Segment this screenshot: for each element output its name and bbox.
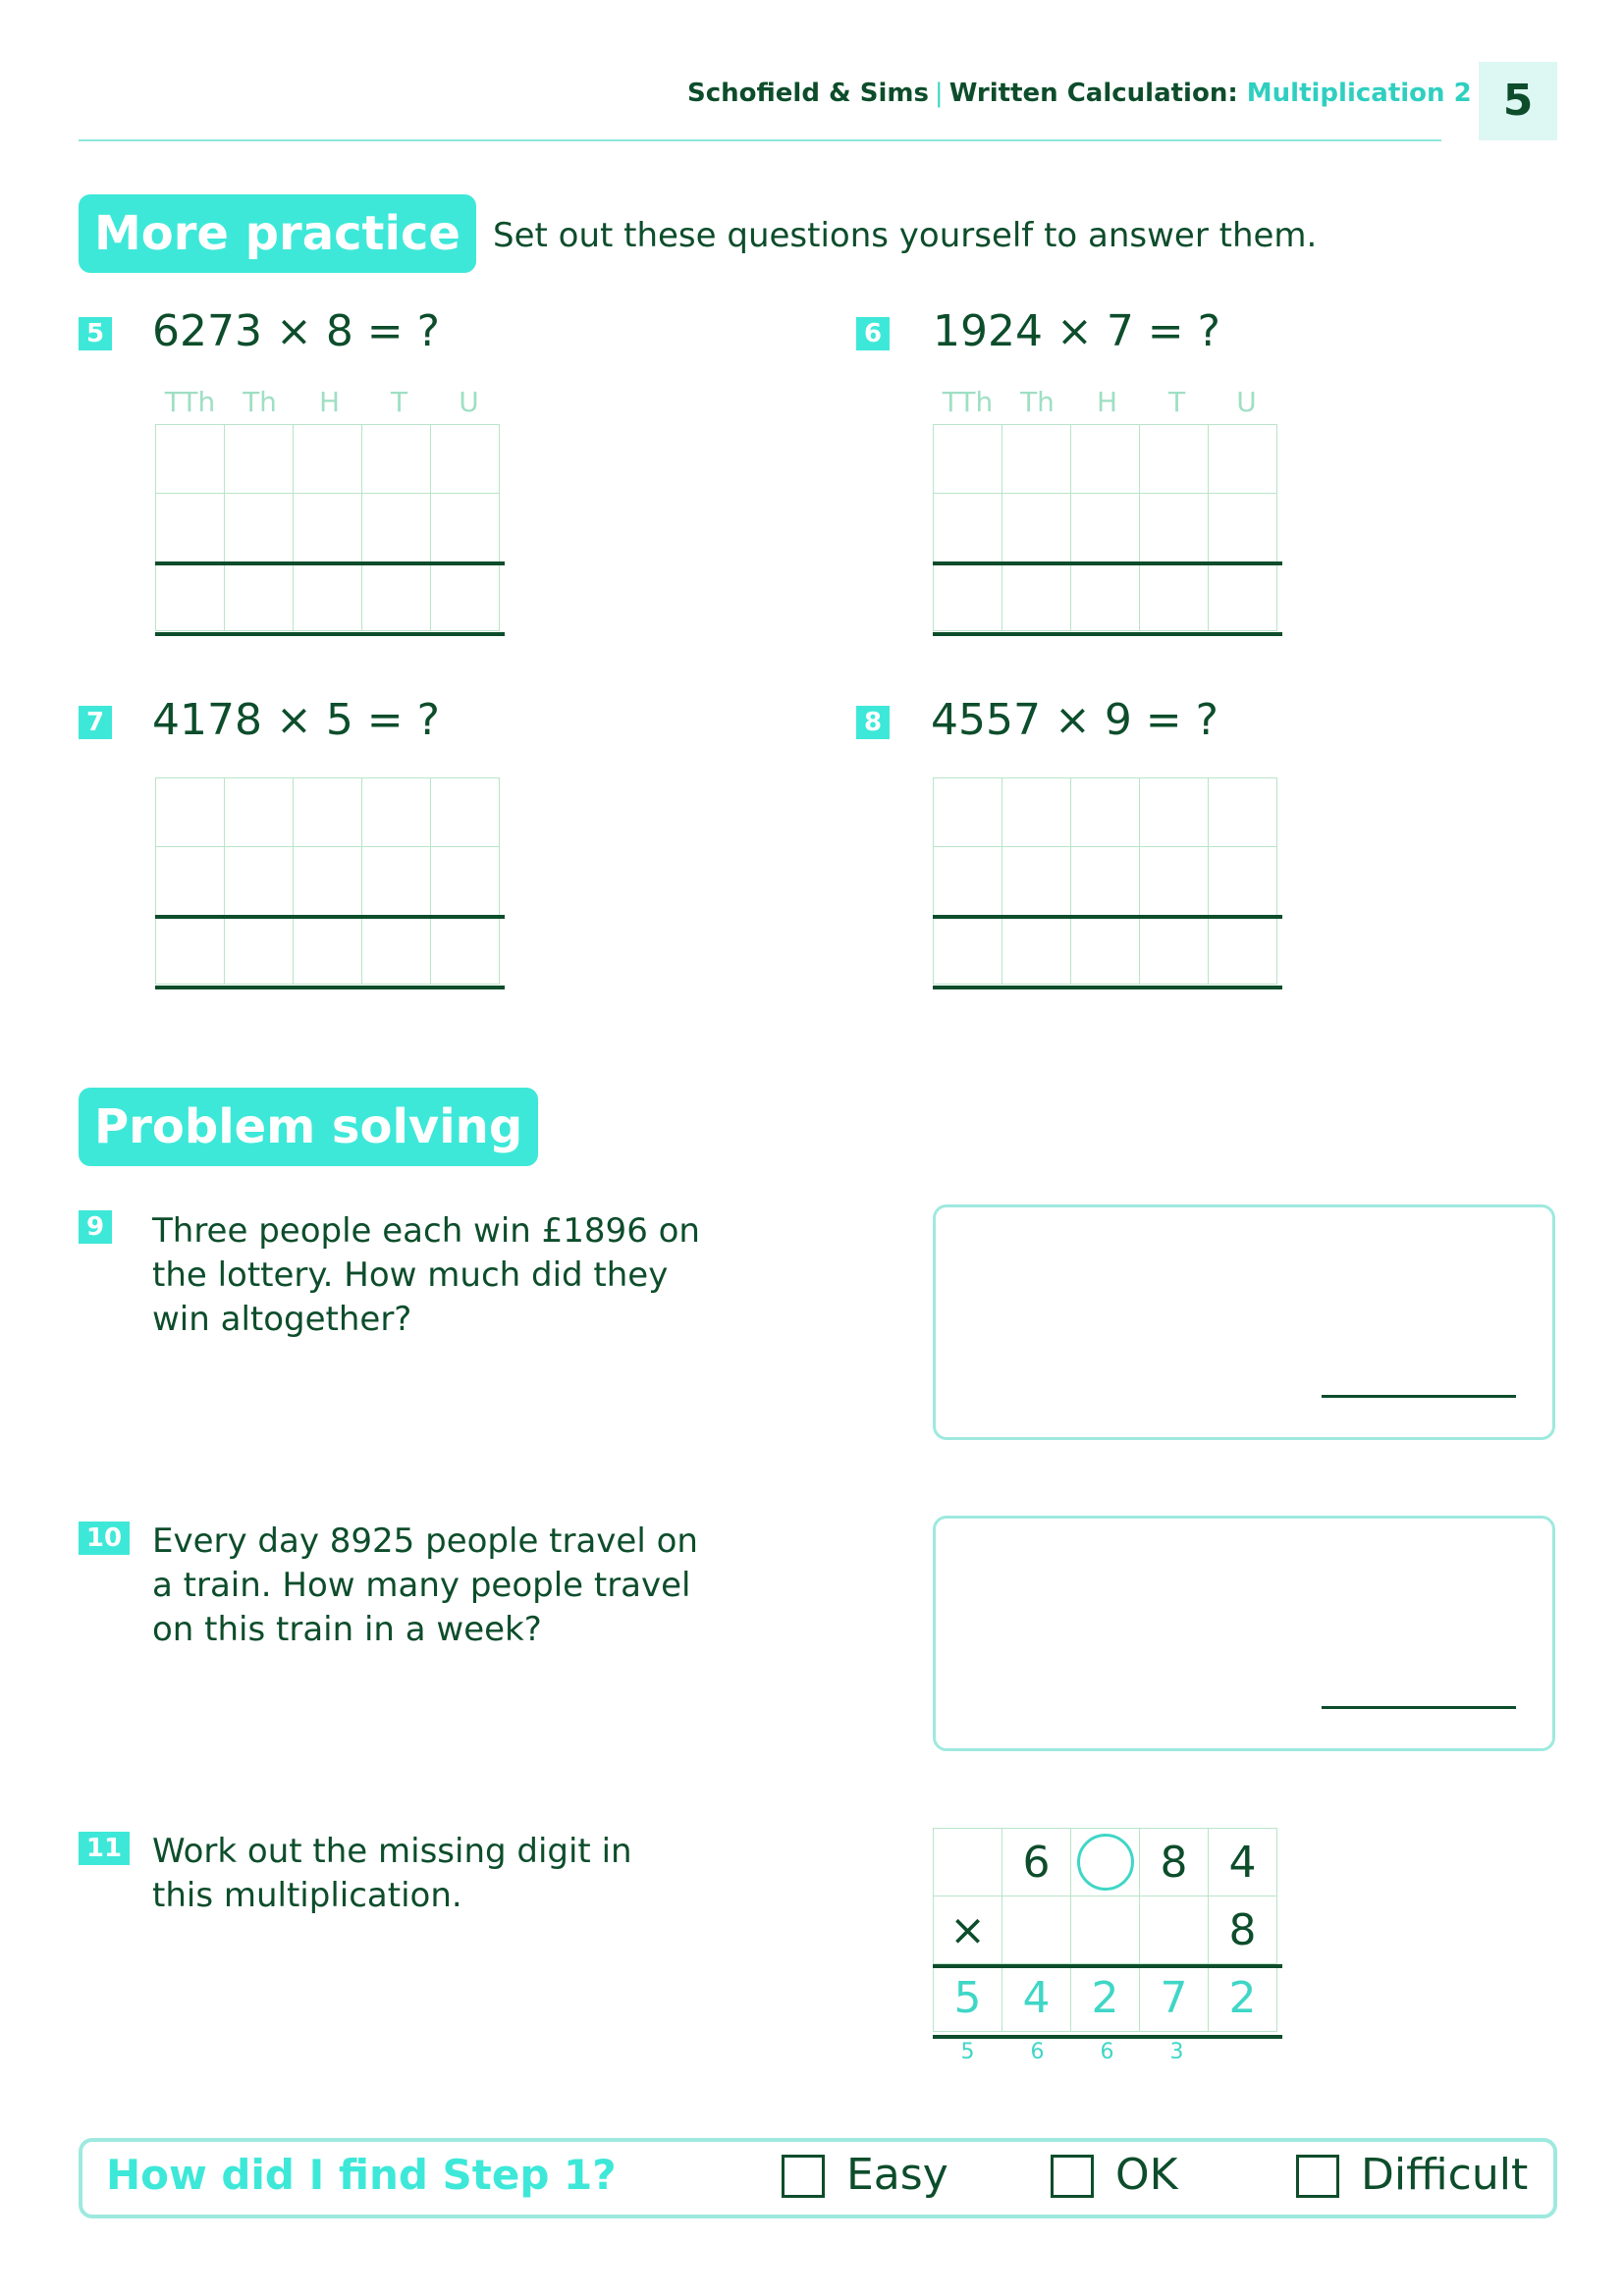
place-value-headers-q6 (933, 386, 1281, 418)
question-number-10: 10 (79, 1522, 130, 1555)
missing-digit-calculation (933, 1828, 1277, 2032)
answer-grid-q6[interactable] (933, 424, 1277, 631)
pv-header-tth: TTh (942, 386, 994, 418)
question-9-text: Three people each win £1896 on the lottery. How much did they win altogether? (152, 1211, 700, 1339)
question-number-7: 7 (79, 706, 112, 739)
carry-digit: 6 (1100, 2040, 1114, 2064)
result-digit: 4 (1002, 1964, 1071, 2032)
question-number-6: 6 (856, 317, 890, 350)
header-separator: | (934, 79, 944, 108)
question-6-text: 1924 × 7 = ? (933, 306, 1221, 356)
ok-label: OK (1115, 2150, 1178, 2200)
self-evaluation-prompt: How did I find Step 1? (106, 2151, 617, 2199)
difficult-label: Difficult (1361, 2150, 1529, 2200)
pv-header-u: U (459, 386, 479, 418)
difficult-checkbox[interactable] (1296, 2155, 1339, 2198)
digit-cell (1071, 1896, 1140, 1964)
question-11-text: Work out the missing digit in this multiplication. (152, 1832, 632, 1915)
digit-cell (1140, 1896, 1209, 1964)
more-practice-heading: More practice (79, 194, 476, 273)
digit-cell (1002, 1896, 1071, 1964)
carry-digit: 5 (960, 2040, 975, 2064)
pv-header-u: U (1236, 386, 1257, 418)
question-number-11: 11 (79, 1832, 130, 1865)
missing-digit-cell[interactable] (1071, 1829, 1140, 1896)
pv-header-h: H (1096, 386, 1118, 418)
result-digit: 5 (934, 1964, 1002, 2032)
question-7-text: 4178 × 5 = ? (152, 695, 441, 745)
series-subtitle: Multiplication 2 (1246, 79, 1472, 108)
answer-line-q9 (1322, 1395, 1516, 1398)
series-title: Written Calculation: (948, 79, 1238, 108)
multiply-sign: × (934, 1896, 1002, 1964)
easy-checkbox[interactable] (782, 2155, 825, 2198)
carry-digit (1212, 2040, 1281, 2064)
grid-bottom-line (155, 632, 505, 636)
pv-header-t: T (390, 386, 408, 418)
carry-digit: 3 (1169, 2040, 1184, 2064)
calc-bottom-line (933, 2035, 1282, 2039)
header-rule (79, 139, 1441, 141)
digit-cell: 8 (1140, 1829, 1209, 1896)
pv-header-th: Th (243, 386, 277, 418)
carry-digit: 6 (1030, 2040, 1045, 2064)
digit-cell (934, 1829, 1002, 1896)
question-number-8: 8 (856, 706, 890, 739)
page-number: 5 (1479, 62, 1557, 140)
answer-box-q9[interactable] (933, 1204, 1555, 1440)
grid-bottom-line (155, 986, 505, 989)
answer-grid-q5[interactable] (155, 424, 500, 631)
answer-grid-q7[interactable] (155, 777, 500, 985)
grid-sum-line (155, 915, 505, 919)
pv-header-t: T (1167, 386, 1186, 418)
question-10-text: Every day 8925 people travel on a train. How many people travel on this train in a week? (152, 1522, 698, 1649)
page-header (687, 79, 1472, 108)
problem-solving-heading: Problem solving (79, 1088, 538, 1166)
question-number-9: 9 (79, 1210, 112, 1244)
digit-cell: 4 (1209, 1829, 1277, 1896)
grid-sum-line (933, 915, 1282, 919)
missing-digit-circle[interactable] (1077, 1834, 1134, 1891)
ok-checkbox[interactable] (1051, 2155, 1094, 2198)
carry-digits (933, 2040, 1281, 2064)
more-practice-instruction: Set out these questions yourself to answer them. (493, 216, 1318, 255)
question-5-text: 6273 × 8 = ? (152, 306, 441, 356)
publisher-name: Schofield & Sims (687, 79, 929, 108)
grid-sum-line (155, 561, 505, 565)
digit-cell: 8 (1209, 1896, 1277, 1964)
grid-sum-line (933, 561, 1282, 565)
place-value-headers-q5 (155, 386, 504, 418)
easy-label: Easy (846, 2150, 948, 2200)
digit-cell: 6 (1002, 1829, 1071, 1896)
pv-header-th: Th (1020, 386, 1055, 418)
grid-bottom-line (933, 986, 1282, 989)
question-8-text: 4557 × 9 = ? (931, 695, 1219, 745)
grid-bottom-line (933, 632, 1282, 636)
calc-sum-line (933, 1964, 1282, 1968)
answer-box-q10[interactable] (933, 1516, 1555, 1751)
answer-grid-q8[interactable] (933, 777, 1277, 985)
pv-header-tth: TTh (164, 386, 216, 418)
question-number-5: 5 (79, 317, 112, 350)
result-digit: 7 (1140, 1964, 1209, 2032)
answer-line-q10 (1322, 1706, 1516, 1709)
result-digit: 2 (1209, 1964, 1277, 2032)
pv-header-h: H (318, 386, 341, 418)
result-digit: 2 (1071, 1964, 1140, 2032)
